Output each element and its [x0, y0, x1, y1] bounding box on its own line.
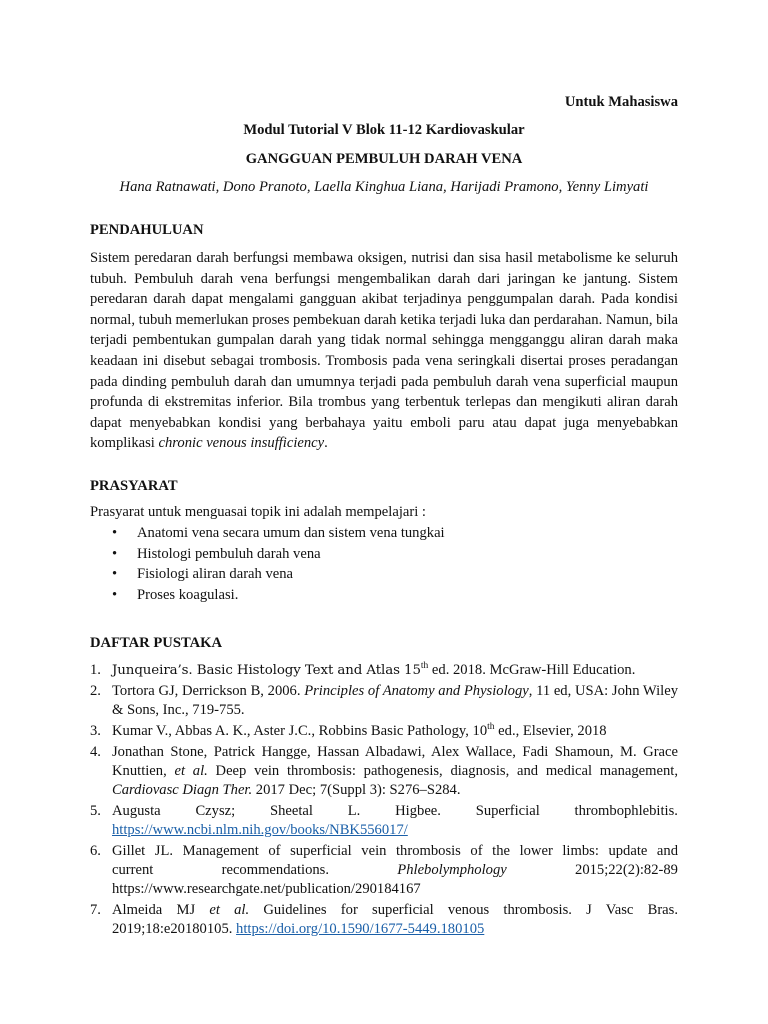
reference-text: 2017 Dec; 7(Suppl 3): S276–S284. [252, 782, 461, 798]
reference-word: Higbee. [395, 802, 441, 819]
reference-link[interactable]: https://doi.org/10.1590/1677-5449.180105 [236, 921, 485, 938]
prasyarat-list [90, 523, 678, 605]
prasyarat-intro: Prasyarat untuk menguasai topik ini adalah mempelajari : [90, 504, 426, 520]
authors-line: Hana Ratnawati, Dono Pranoto, Laella Kinghua Liana, Harijadi Pramono, Yenny Limyati [119, 179, 649, 195]
reference-word: Czysz; [195, 802, 236, 819]
list-item-text: Anatomi vena secara umum dan sistem vena tungkai [137, 525, 445, 541]
reference-number: 6. [90, 842, 101, 859]
pendahuluan-paragraph [90, 248, 678, 454]
reference-word: Superficial [475, 802, 540, 819]
reference-text: Gillet JL. Management of superficial vein thrombosis of the lower limbs: update and [112, 842, 678, 859]
reference-line [112, 802, 678, 821]
reference-list [90, 661, 678, 941]
reference-item-5 [90, 802, 678, 840]
pendahuluan-italic-term: chronic venous insufficiency [158, 435, 325, 452]
reference-number: 1. [90, 662, 101, 678]
list-item [90, 564, 678, 585]
list-item-text: Fisiologi aliran darah vena [137, 566, 294, 583]
reference-url: https://www.researchgate.net/publication/290184167 [112, 881, 421, 898]
pendahuluan-text: Sistem peredaran darah berfungsi membawa oksigen, nutrisi dan sisa hasil metabolisme ke seluruh tubuh. Pembuluh darah vena berfungsi mengembalikan darah dari jaringan ke jantung. Sistem peredaran darah dapat mengalami gangguan akibat terjadinya penggumpalan darah. Pada kondisi normal, tubuh memerlukan proses pembekuan darah ketika terjadi luka dan perdarahan. Namun, bila terjadi pembentukan gumpalan darah yang tidak normal sehingga mengganggu aliran darah maka keadaan ini disebut sebagai trombosis. Trombosis pada vena seringkali disertai proses peradangan pada dinding pembuluh darah dan umumnya terjadi pada pembuluh darah vena superficial maupun profunda di ekstremitas inferior. Bila trombus yang terbentuk terlepas dan mengikuti aliran darah dapat menyebabkan kondisi yang berbahaya yaitu emboli paru atau dapat juga menyebabkan komplikasi [90, 250, 679, 452]
reference-word: Sheetal [269, 802, 313, 819]
reference-item-1 [90, 661, 678, 680]
reference-journal: Cardiovasc Diagn Ther. [112, 782, 253, 798]
reference-word: L. [347, 802, 361, 819]
reference-journal: Phlebolymphology [397, 862, 507, 878]
reference-text: Tortora GJ, Derrickson B, 2006. [112, 682, 305, 699]
reference-text: Jonathan Stone, Patrick Hangge, Hassan Albadawi, Alex Wallace, Fadi Shamoun, M. Grace Knuttien, [112, 743, 678, 779]
bullet-icon: • [112, 566, 118, 583]
reference-text: Almeida MJ [112, 902, 210, 918]
audience-label: Untuk Mahasiswa [564, 94, 678, 110]
reference-text: Deep vein thrombosis: pathogenesis, diagnosis, and medical management, [207, 762, 678, 779]
superscript: th [487, 721, 495, 732]
topic-title: GANGGUAN PEMBULUH DARAH VENA [245, 151, 523, 167]
reference-word: current [112, 862, 154, 878]
section-heading-prasyarat: PRASYARAT [90, 478, 178, 494]
list-item [90, 585, 678, 606]
reference-italic: Principles of Anatomy and Physiology [304, 682, 529, 699]
list-item [90, 544, 678, 565]
list-item-text: Histologi pembuluh darah vena [137, 545, 321, 562]
reference-item-7 [90, 901, 678, 939]
reference-item-3 [90, 722, 678, 741]
reference-text: ed. 2018. McGraw-Hill Education. [428, 662, 636, 678]
reference-text: ed., Elsevier, 2018 [494, 722, 607, 739]
reference-italic: et al. [209, 902, 250, 918]
reference-number: 4. [90, 743, 101, 760]
reference-number: 5. [90, 802, 101, 819]
reference-italic: et al. [174, 762, 208, 779]
reference-word: 2015;22(2):82-89 [575, 862, 678, 878]
reference-text: Guidelines for superficial venous thrombosis. J Vasc Bras. 2019;18:e20180105. [112, 902, 678, 938]
reference-word: thrombophlebitis. [574, 802, 678, 819]
section-heading-pendahuluan: PENDAHULUAN [90, 222, 204, 238]
reference-line [112, 861, 678, 880]
section-heading-daftar-pustaka: DAFTAR PUSTAKA [90, 635, 223, 651]
reference-text: Junqueira’s. Basic Histology Text and Atlas 15 [112, 663, 421, 678]
list-item [90, 523, 678, 544]
reference-item-2 [90, 682, 678, 720]
bullet-icon: • [112, 525, 118, 541]
superscript: th [420, 661, 429, 672]
reference-item-6 [90, 842, 678, 900]
reference-number: 2. [90, 682, 101, 699]
module-title: Modul Tutorial V Blok 11-12 Kardiovaskular [243, 122, 525, 138]
bullet-icon: • [112, 586, 118, 603]
reference-word: Augusta [112, 802, 161, 819]
bullet-icon: • [112, 545, 118, 562]
list-item-text: Proses koagulasi. [137, 586, 239, 603]
reference-number: 3. [90, 722, 101, 739]
reference-link[interactable]: https://www.ncbi.nlm.nih.gov/books/NBK556017/ [112, 822, 408, 838]
reference-text: Kumar V., Abbas A. K., Aster J.C., Robbins Basic Pathology, 10 [112, 722, 488, 739]
reference-text: , 11 ed, USA: John Wiley & Sons, Inc., 719-755. [112, 682, 679, 718]
reference-word: recommendations. [221, 862, 330, 878]
pendahuluan-end: . [324, 435, 328, 452]
reference-number: 7. [90, 902, 101, 918]
reference-item-4 [90, 743, 678, 801]
